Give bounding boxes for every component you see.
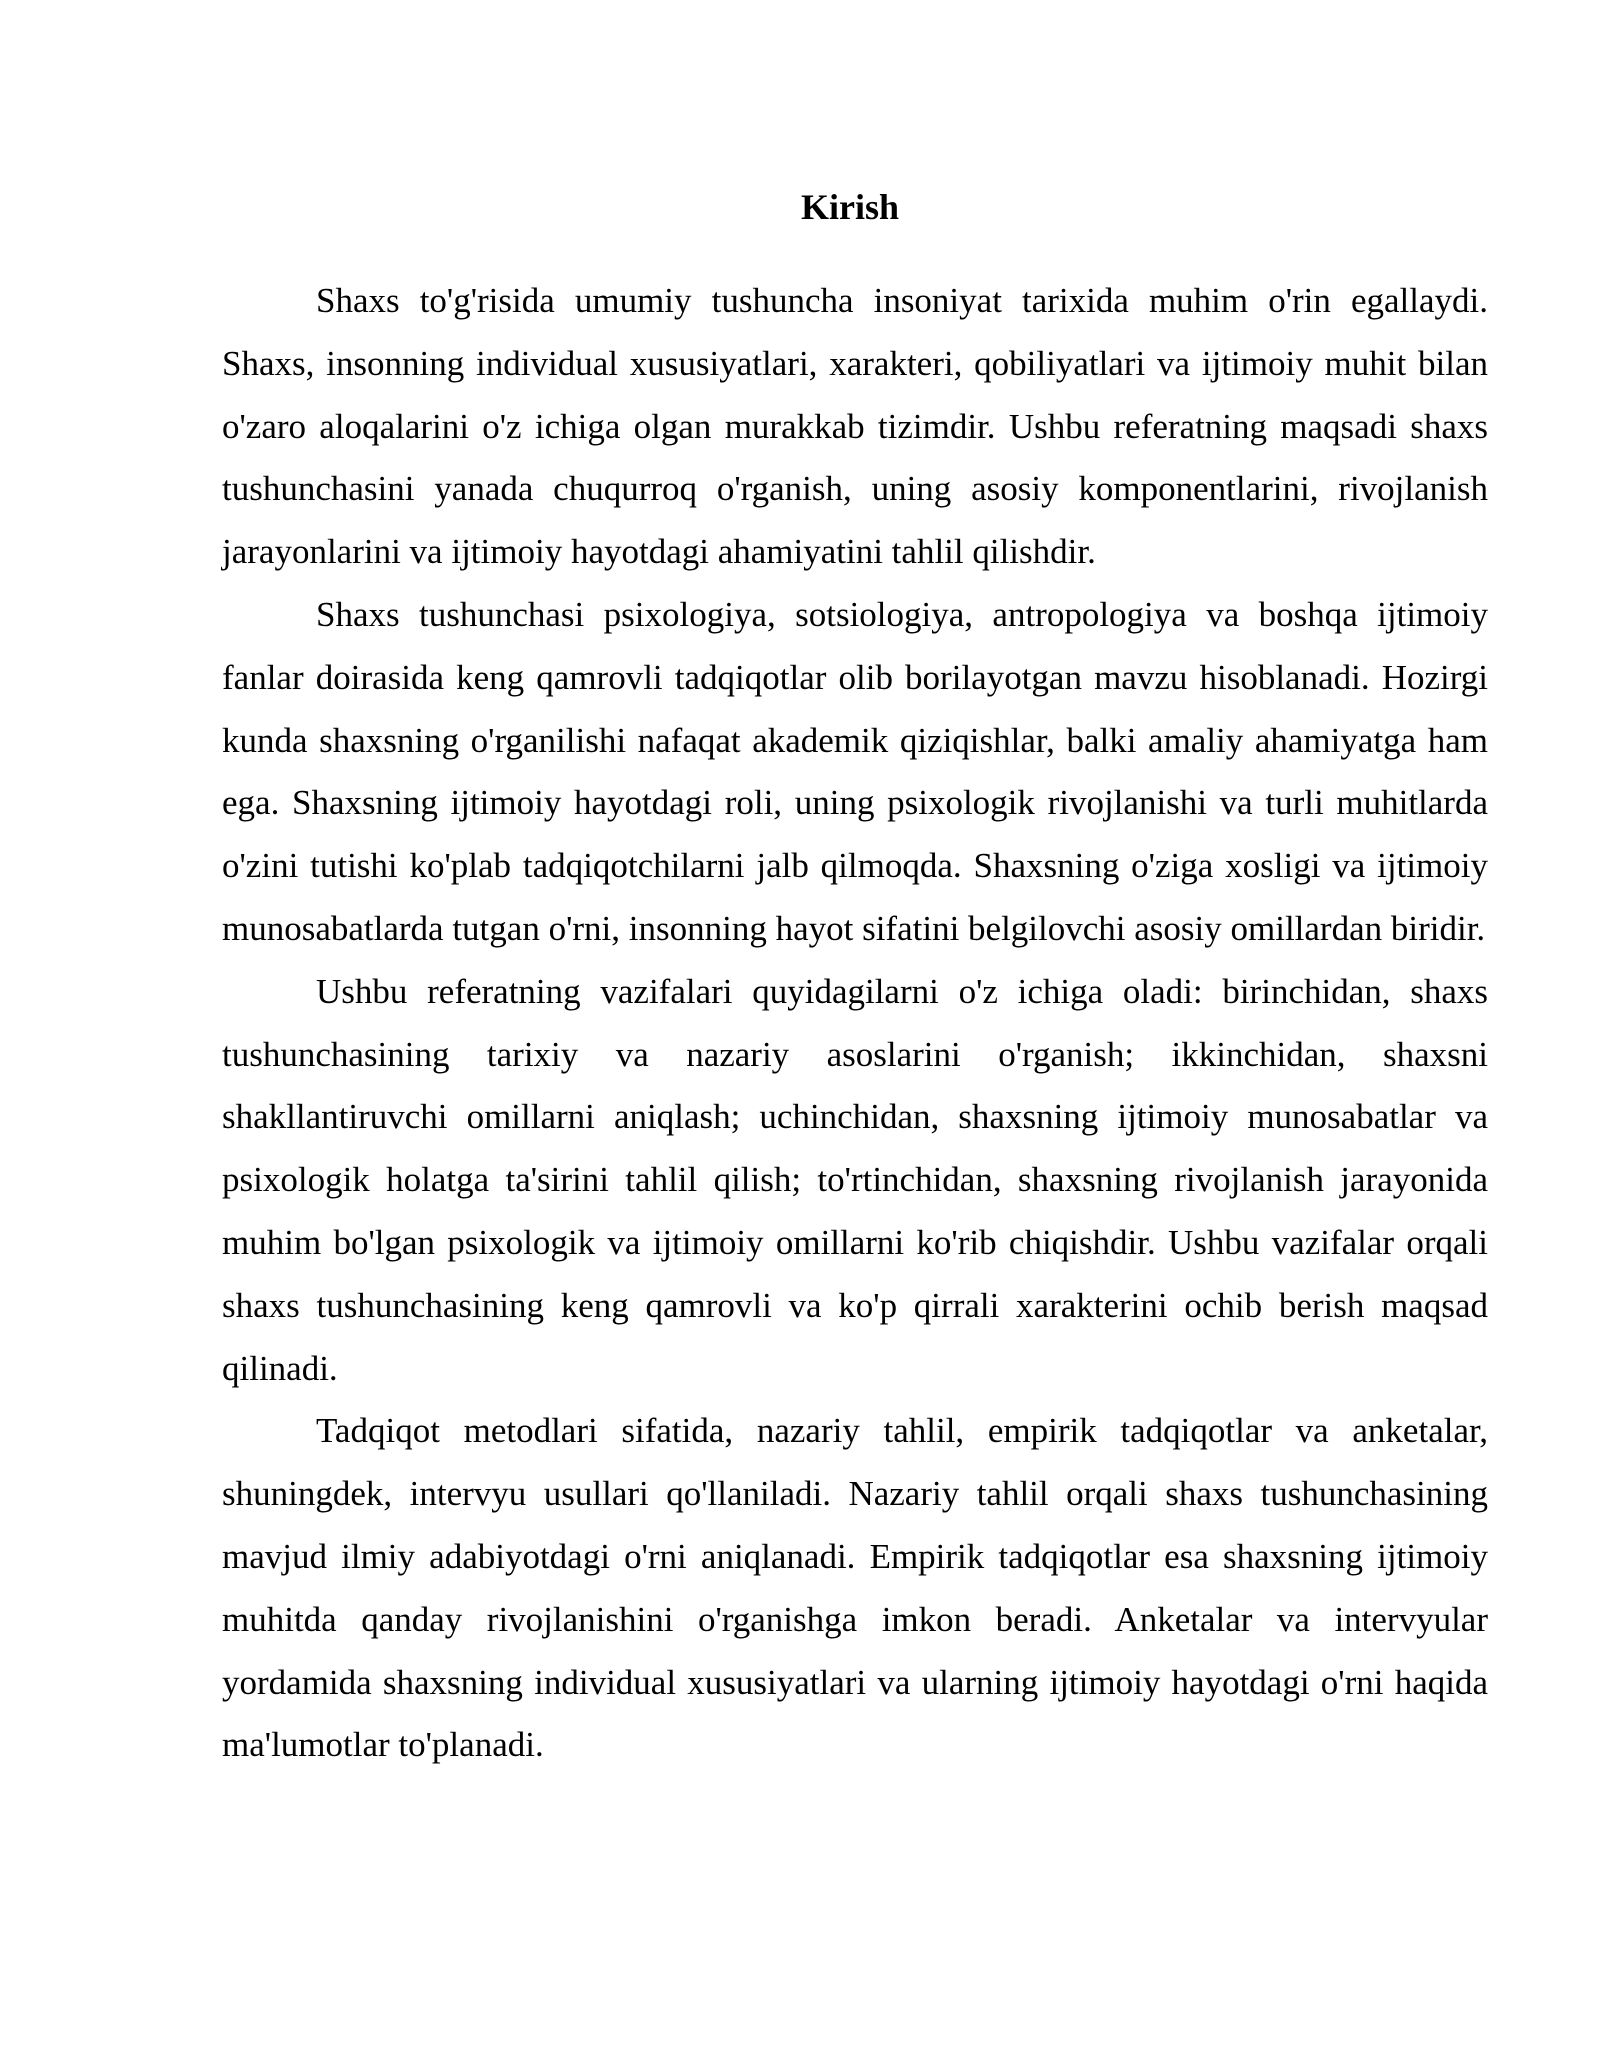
paragraph-4: Tadqiqot metodlari sifatida, nazariy tahlil, empirik tadqiqotlar va anketalar, shuningdek, intervyu usullari qo'llaniladi. Nazariy tahlil orqali shaxs tushunchasining mavjud ilmiy adabiyotdagi o'rni aniqlanadi. Empirik tadqiqotlar esa shaxsning ijtimoiy muhitda qanday rivojlanishini o'rganishga imkon beradi. Anketalar va intervyular yordamida shaxsning individual xususiyatlari va ularning ijtimoiy hayotdagi o'rni haqida ma'lumotlar to'planadi. xyxy=(222,1411,1488,1765)
document-body xyxy=(222,270,1488,1777)
paragraph-1: Shaxs to'g'risida umumiy tushuncha insoniyat tarixida muhim o'rin egallaydi. Shaxs, insonning individual xususiyatlari, xarakteri, qobiliyatlari va ijtimoiy muhit bilan o'zaro aloqalarini o'z ichiga olgan murakkab tizimdir. Ushbu referatning maqsadi shaxs tushunchasini yanada chuqurroq o'rganish, uning asosiy komponentlarini, rivojlanish jarayonlarini va ijtimoiy hayotdagi ahamiyatini tahlil qilishdir. xyxy=(222,281,1488,572)
paragraph-3: Ushbu referatning vazifalari quyidagilarni o'z ichiga oladi: birinchidan, shaxs tushunchasining tarixiy va nazariy asoslarini o'rganish; ikkinchidan, shaxsni shakllantiruvchi omillarni aniqlash; uchinchidan, shaxsning ijtimoiy munosabatlar va psixologik holatga ta'sirini tahlil qilish; to'rtinchidan, shaxsning rivojlanish jarayonida muhim bo'lgan psixologik va ijtimoiy omillarni ko'rib chiqishdir. Ushbu vazifalar orqali shaxs tushunchasining keng qamrovli va ko'p qirrali xarakterini ochib berish maqsad qilinadi. xyxy=(222,971,1488,1388)
page-title: Kirish xyxy=(800,187,899,227)
paragraph-2: Shaxs tushunchasi psixologiya, sotsiologiya, antropologiya va boshqa ijtimoiy fanlar doirasida keng qamrovli tadqiqotlar olib borilayotgan mavzu hisoblanadi. Hozirgi kunda shaxsning o'rganilishi nafaqat akademik qiziqishlar, balki amaliy ahamiyatga ham ega. Shaxsning ijtimoiy hayotdagi roli, uning psixologik rivojlanishi va turli muhitlarda o'zini tutishi ko'plab tadqiqotchilarni jalb qilmoqda. Shaxsning o'ziga xosligi va ijtimoiy munosabatlarda tutgan o'rni, insonning hayot sifatini belgilovchi asosiy omillardan biridir. xyxy=(222,594,1488,948)
